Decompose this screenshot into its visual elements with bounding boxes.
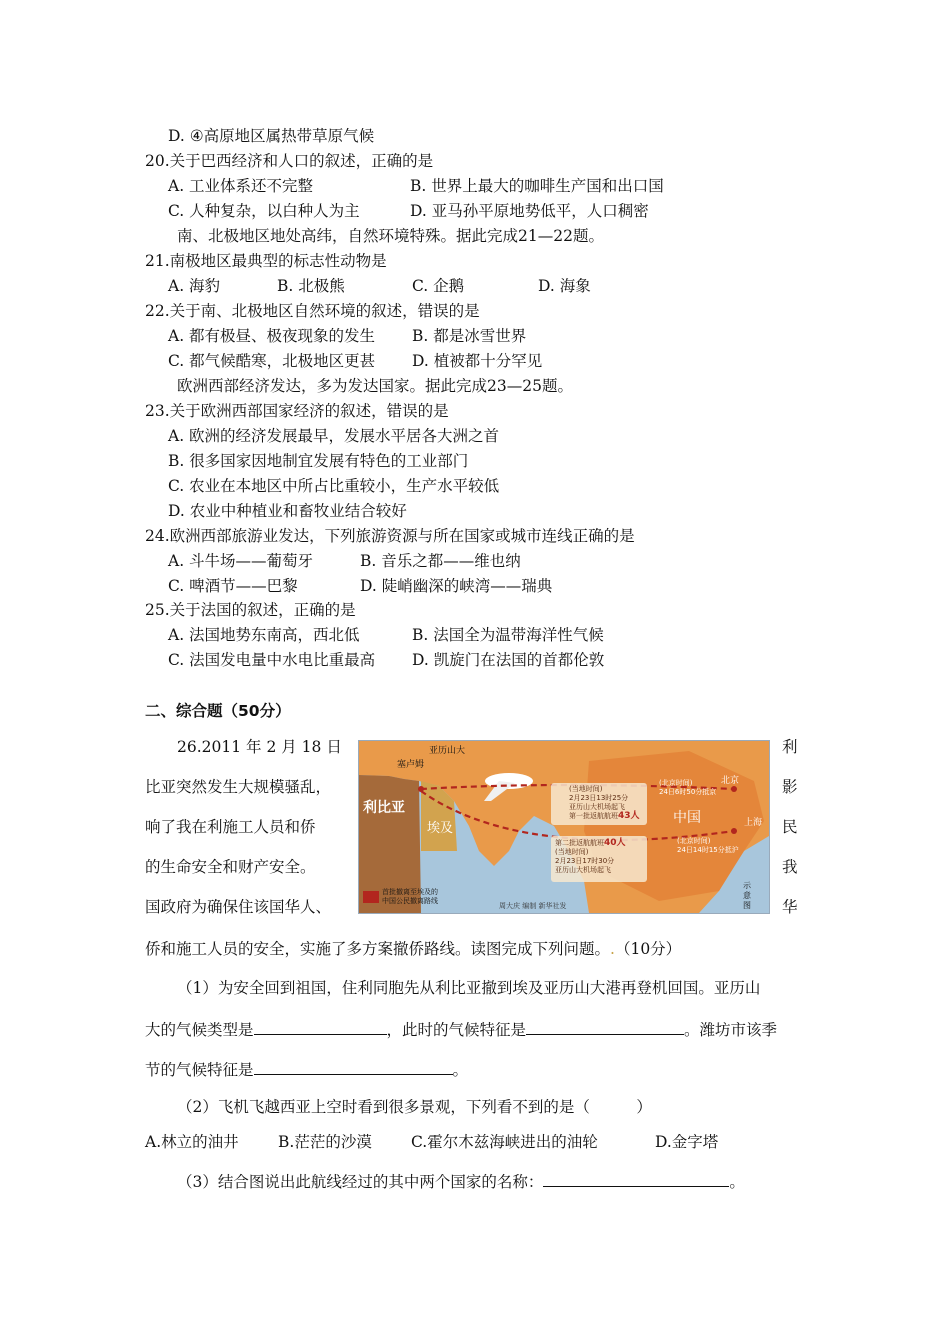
legend-line-2: 中国公民撤离路线 xyxy=(382,897,438,905)
q26-line6-dot: . xyxy=(610,940,615,958)
q26-line4-end: 我 xyxy=(782,858,798,876)
legend-line-1: 首批撤离至埃及的 xyxy=(382,888,438,896)
q20-option-d: D. 亚马孙平原地势低平，人口稠密 xyxy=(410,202,649,220)
map-credit: 周大庆 编制 新华社发 xyxy=(499,902,567,910)
q26-part1-text-a: 大的气候类型是 xyxy=(145,1021,254,1039)
flight-2-arrival-value: 24日14时15分抵沪 xyxy=(677,846,739,854)
map-legend xyxy=(382,888,438,906)
flight-2-label xyxy=(555,839,626,848)
q26-part2-option-a: A.林立的油井 xyxy=(145,1133,239,1151)
q26-part1-text-d: 节的气候特征是 xyxy=(145,1061,254,1079)
q26-part3-end: 。 xyxy=(729,1173,745,1191)
intro-23-25: 欧洲西部经济发达，多为发达国家。据此完成23—25题。 xyxy=(177,377,573,395)
q20-stem: 20.关于巴西经济和人口的叙述，正确的是 xyxy=(145,152,434,170)
q23-option-c: C. 农业在本地区中所占比重较小，生产水平较低 xyxy=(168,477,500,495)
q23-stem: 23.关于欧洲西部国家经济的叙述，错误的是 xyxy=(145,402,449,420)
flight-2-arrival-header: (北京时间) xyxy=(677,837,711,845)
q26-line6-text: 侨和施工人员的安全，实施了多方案撤侨路线。读图完成下列问题。 xyxy=(145,940,611,958)
q23-option-b: B. 很多国家因地制宜发展有特色的工业部门 xyxy=(168,452,469,470)
q25-option-b: B. 法国全为温带海洋性气候 xyxy=(412,626,604,644)
q21-option-a: A. 海豹 xyxy=(168,277,221,295)
q25-option-c: C. 法国发电量中水电比重最高 xyxy=(168,651,376,669)
flight-2-time-header: (当地时间) xyxy=(555,848,589,856)
q22-option-a: A. 都有极昼、极夜现象的发生 xyxy=(168,327,376,345)
q22-stem: 22.关于南、北极地区自然环境的叙述，错误的是 xyxy=(145,302,480,320)
q26-line3-end: 民 xyxy=(782,818,798,836)
q26-part2-stem: （2）飞机飞越西亚上空时看到很多景观，下列看不到的是（ ） xyxy=(177,1098,652,1116)
q26-line5: 国政府为确保住该国华人、 xyxy=(145,898,332,916)
q25-stem: 25.关于法国的叙述，正确的是 xyxy=(145,601,356,619)
q26-part1-text-b: ，此时的气候特征是 xyxy=(386,1021,527,1039)
q20-option-c: C. 人种复杂，以白种人为主 xyxy=(168,202,360,220)
climate-type-blank[interactable] xyxy=(254,1018,387,1035)
label-city-1: 塞卢姆 xyxy=(397,760,425,770)
climate-feature-blank[interactable] xyxy=(526,1018,684,1035)
intro-21-22: 南、北极地区地处高纬，自然环境特殊。据此完成21—22题。 xyxy=(177,227,604,245)
q21-stem: 21.南极地区最典型的标志性动物是 xyxy=(145,252,387,270)
label-libya: 利比亚 xyxy=(363,800,405,816)
q21-option-b: B. 北极熊 xyxy=(277,277,345,295)
q26-part1-line2 xyxy=(145,1018,777,1040)
q26-line2-end: 影 xyxy=(782,778,798,796)
flight-2-count: 40人 xyxy=(604,838,626,848)
q26-part2-option-d: D.金字塔 xyxy=(655,1133,719,1151)
q26-part1-line1: （1）为安全回到祖国，住利同胞先从利比亚撤到埃及亚历山大港再登机回国。亚历山 xyxy=(177,979,761,997)
q22-option-b: B. 都是冰雪世界 xyxy=(412,327,527,345)
flight-1-time-value: 2月23日13时25分 xyxy=(569,794,629,802)
flight-1-airport: 亚历山大机场起飞 xyxy=(569,803,625,811)
q25-option-a: A. 法国地势东南高，西北低 xyxy=(168,626,360,644)
flight-1-time-header: (当地时间) xyxy=(569,785,603,793)
q26-line2: 比亚突然发生大规模骚乱， xyxy=(145,778,332,796)
alexandria-dot xyxy=(418,786,424,792)
flight-1-arrival xyxy=(659,779,716,797)
q21-option-c: C. 企鹅 xyxy=(412,277,465,295)
label-china: 中国 xyxy=(673,810,701,826)
map-schematic-label: 示意图 xyxy=(743,881,751,910)
q26-line6 xyxy=(145,939,681,959)
q24-option-c: C. 啤酒节——巴黎 xyxy=(168,577,298,595)
q26-part2-option-c: C.霍尔木兹海峡进出的油轮 xyxy=(411,1133,598,1151)
flight-1-arrival-value: 24日6时50分抵京 xyxy=(659,788,717,796)
flight-1-count: 43人 xyxy=(618,811,640,821)
q24-stem: 24.欧洲西部旅游业发达，下列旅游资源与所在国家或城市连线正确的是 xyxy=(145,527,635,545)
evacuation-route-map xyxy=(358,740,770,914)
flight-2-time-value: 2月23日17时30分 xyxy=(555,857,615,865)
q26-part1-text-c: 。潍坊市该季 xyxy=(684,1021,778,1039)
label-shanghai: 上海 xyxy=(744,818,763,828)
q19-option-d: D. ④高原地区属热带草原气候 xyxy=(168,127,375,145)
q26-line4: 的生命安全和财产安全。 xyxy=(145,858,316,876)
q22-option-c: C. 都气候酷寒，北极地区更甚 xyxy=(168,352,376,370)
q26-part3-line xyxy=(177,1170,745,1192)
q24-option-a: A. 斗牛场——葡萄牙 xyxy=(168,552,314,570)
q20-option-a: A. 工业体系还不完整 xyxy=(168,177,314,195)
q26-line3: 响了我在利施工人员和侨 xyxy=(145,818,316,836)
q26-part1-text-e: 。 xyxy=(452,1061,469,1079)
flight-1-arrival-header: (北京时间) xyxy=(659,779,693,787)
flight-2-label-text: 第二批返航航班 xyxy=(555,839,604,847)
flight-2-airport: 亚历山大机场起飞 xyxy=(555,866,611,874)
label-beijing: 北京 xyxy=(721,776,740,786)
q21-option-d: D. 海象 xyxy=(538,277,591,295)
label-alexandria: 亚历山大 xyxy=(429,746,466,756)
beijing-dot xyxy=(731,786,737,792)
flight-2-time xyxy=(555,839,626,875)
q26-part3-text: （3）结合图说出此航线经过的其中两个国家的名称： xyxy=(177,1173,544,1191)
q20-option-b: B. 世界上最大的咖啡生产国和出口国 xyxy=(410,177,664,195)
q26-score: （10分） xyxy=(614,940,682,958)
q23-option-a: A. 欧洲的经济发展最早，发展水平居各大洲之首 xyxy=(168,427,500,445)
q24-option-d: D. 陡峭幽深的峡湾——瑞典 xyxy=(360,577,553,595)
label-egypt: 埃及 xyxy=(427,821,454,836)
q26-line1-end: 利 xyxy=(782,738,798,756)
legend-swatch xyxy=(363,891,379,903)
q22-option-d: D. 植被都十分罕见 xyxy=(412,352,543,370)
flight-1-label-text: 第一批返航航班 xyxy=(569,812,618,820)
q26-part2-option-b: B.茫茫的沙漠 xyxy=(278,1133,372,1151)
q24-option-b: B. 音乐之都——维也纳 xyxy=(360,552,521,570)
flight-1-label xyxy=(569,812,640,821)
q23-option-d: D. 农业中种植业和畜牧业结合较好 xyxy=(168,502,407,520)
q26-line1: 26.2011 年 2 月 18 日 xyxy=(177,738,342,756)
flight-1-time xyxy=(569,785,640,821)
weifang-climate-blank[interactable] xyxy=(254,1058,453,1075)
q25-option-d: D. 凯旋门在法国的首都伦敦 xyxy=(412,651,605,669)
q26-line5-end: 华 xyxy=(782,898,798,916)
countries-blank[interactable] xyxy=(543,1170,729,1187)
flight-2-arrival xyxy=(677,837,739,855)
q26-part1-line3 xyxy=(145,1058,468,1080)
shanghai-dot xyxy=(731,828,737,834)
section-2-title: 二、综合题（50分） xyxy=(145,702,291,720)
